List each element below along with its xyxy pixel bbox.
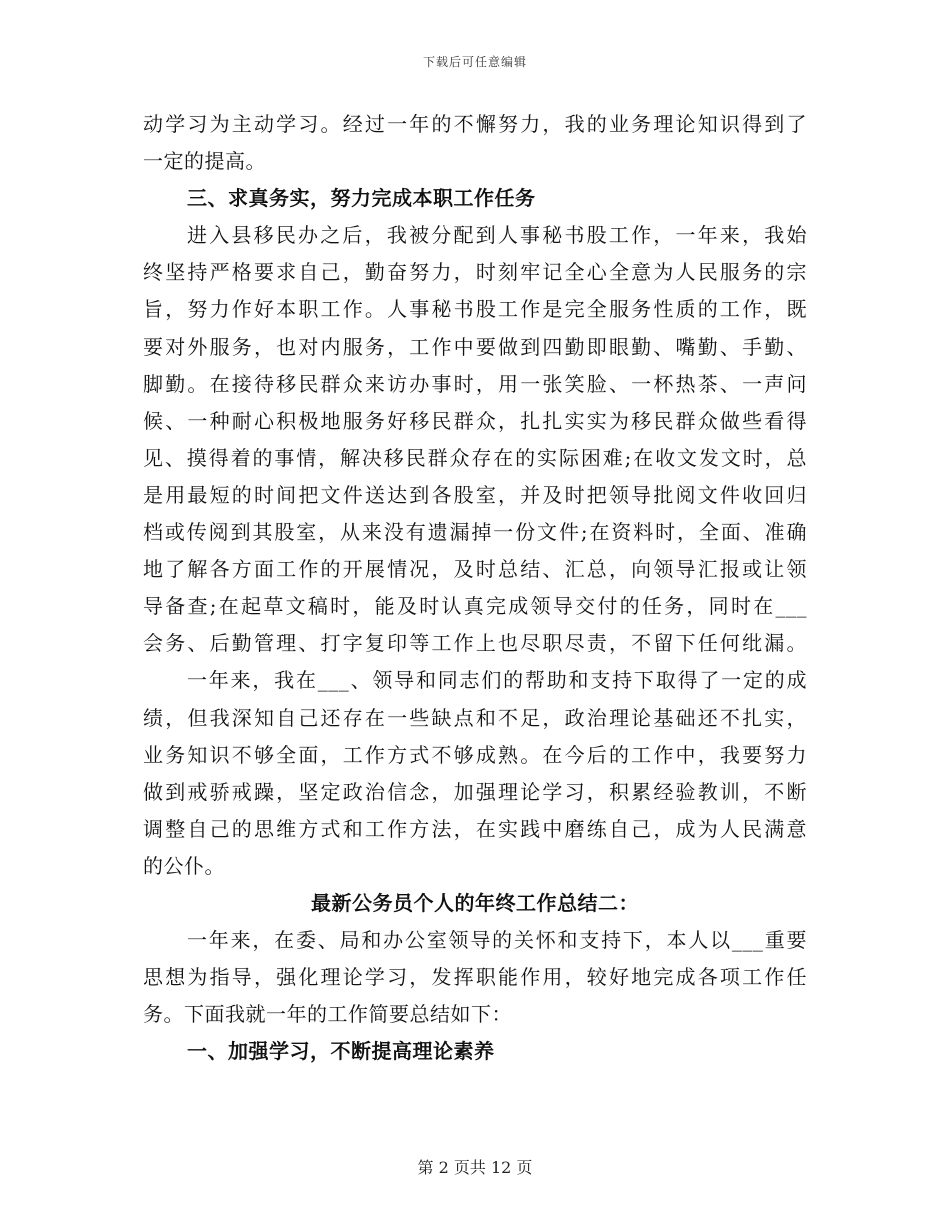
body-line: 是用最短的时间把文件送达到各股室，并及时把领导批阅文件收回归 [143, 482, 807, 507]
body-line: 调整自己的思维方式和工作方法，在实践中磨练自己，成为人民满意 [143, 816, 807, 841]
section-heading: 三、求真务实，努力完成本职工作任务 [187, 186, 536, 211]
body-line: 思想为指导，强化理论学习，发挥职能作用，较好地完成各项工作任 [143, 965, 807, 990]
body-line: 候、一种耐心积极地服务好移民群众，扎扎实实为移民群众做些看得 [143, 408, 807, 433]
body-line: 见、摸得着的事情，解决移民群众存在的实际困难;在收文发文时，总 [143, 445, 807, 470]
body-line: 一年来，我在___、领导和同志们的帮助和支持下取得了一定的成 [187, 668, 807, 693]
body-line: 会务、后勤管理、打字复印等工作上也尽职尽责，不留下任何纰漏。 [143, 631, 807, 656]
page-number: 第 2 页共 12 页 [417, 1158, 533, 1177]
page-header: 下载后可任意编辑 [422, 55, 527, 69]
section-heading: 一、加强学习，不断提高理论素养 [187, 1039, 495, 1064]
body-line: 脚勤。在接待移民群众来访办事时，用一张笑脸、一杯热茶、一声问 [143, 371, 807, 396]
document-body [143, 106, 807, 1070]
body-line: 导备查;在起草文稿时，能及时认真完成领导交付的任务，同时在___ [143, 594, 807, 619]
body-line: 一年来，在委、局和办公室领导的关怀和支持下，本人以___重要 [187, 928, 807, 953]
body-line: 绩，但我深知自己还存在一些缺点和不足，政治理论基础还不扎实， [143, 705, 807, 730]
body-line: 进入县移民办之后，我被分配到人事秘书股工作，一年来，我始 [187, 223, 807, 248]
body-line: 地了解各方面工作的开展情况，及时总结、汇总，向领导汇报或让领 [143, 557, 807, 582]
body-line: 做到戒骄戒躁，坚定政治信念，加强理论学习，积累经验教训，不断 [143, 779, 807, 804]
body-line: 动学习为主动学习。经过一年的不懈努力，我的业务理论知识得到了 [143, 112, 807, 136]
body-line: 档或传阅到其股室，从来没有遗漏掉一份文件;在资料时，全面、准确 [143, 520, 807, 545]
body-line: 终坚持严格要求自己，勤奋努力，时刻牢记全心全意为人民服务的宗 [143, 260, 807, 285]
body-line: 务。下面我就一年的工作简要总结如下： [143, 1002, 512, 1027]
body-line: 业务知识不够全面，工作方式不够成熟。在今后的工作中，我要努力 [143, 742, 807, 767]
body-line: 要对外服务，也对内服务，工作中要做到四勤即眼勤、嘴勤、手勤、 [143, 334, 807, 359]
body-line: 一定的提高。 [143, 149, 266, 174]
body-line: 旨，努力作好本职工作。人事秘书股工作是完全服务性质的工作，既 [143, 297, 807, 322]
document-subtitle: 最新公务员个人的年终工作总结二： [311, 890, 639, 915]
body-line: 的公仆。 [143, 853, 225, 878]
